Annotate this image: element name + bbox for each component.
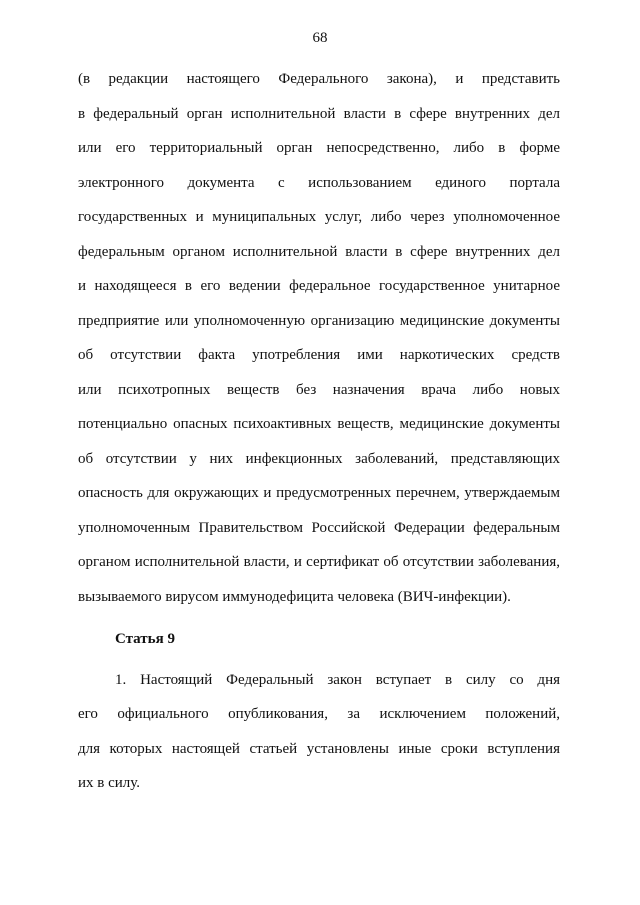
text-line: потенциально опасных психоактивных веществ, медицинские документы [78, 416, 560, 432]
text-line: 1. Настоящий Федеральный закон вступает в силу со дня [115, 671, 560, 688]
text-line: в федеральный орган исполнительной власти в сфере внутренних дел [78, 105, 560, 122]
text-line: органом исполнительной власти, и сертификат об отсутствии заболевания, [78, 554, 560, 570]
text-line: для которых настоящей статьей установлены иные сроки вступления [78, 740, 560, 757]
text-line: об отсутствии факта употребления ими наркотических средств [78, 347, 560, 363]
text-line: уполномоченным Правительством Российской Федерации федеральным [78, 519, 560, 536]
text-line: и находящееся в его ведении федеральное государственное унитарное [78, 278, 560, 294]
text-line: электронного документа с использованием единого портала [78, 174, 560, 191]
text-line: (в редакции настоящего Федерального закона), и представить [78, 71, 560, 87]
text-line: опасность для окружающих и предусмотренных перечнем, утверждаемым [78, 485, 560, 501]
article-heading: Статья 9 [115, 631, 175, 647]
text-line: вызываемого вирусом иммунодефицита человека (ВИЧ-инфекции). [78, 588, 511, 605]
text-line: его официального опубликования, за исключением положений, [78, 706, 560, 722]
document-body [78, 62, 560, 801]
text-line: предприятие или уполномоченную организацию медицинские документы [78, 312, 560, 329]
text-line: или психотропных веществ без назначения врача либо новых [78, 381, 560, 398]
text-line: об отсутствии у них инфекционных заболеваний, представляющих [78, 450, 560, 467]
paragraph-continuation [78, 62, 560, 614]
text-line: государственных и муниципальных услуг, либо через уполномоченное [78, 209, 560, 225]
article-paragraph [78, 663, 560, 801]
text-line: или его территориальный орган непосредственно, либо в форме [78, 140, 560, 156]
text-line: федеральным органом исполнительной власти в сфере внутренних дел [78, 243, 560, 260]
text-line: их в силу. [78, 775, 141, 791]
page-number: 68 [312, 30, 328, 46]
